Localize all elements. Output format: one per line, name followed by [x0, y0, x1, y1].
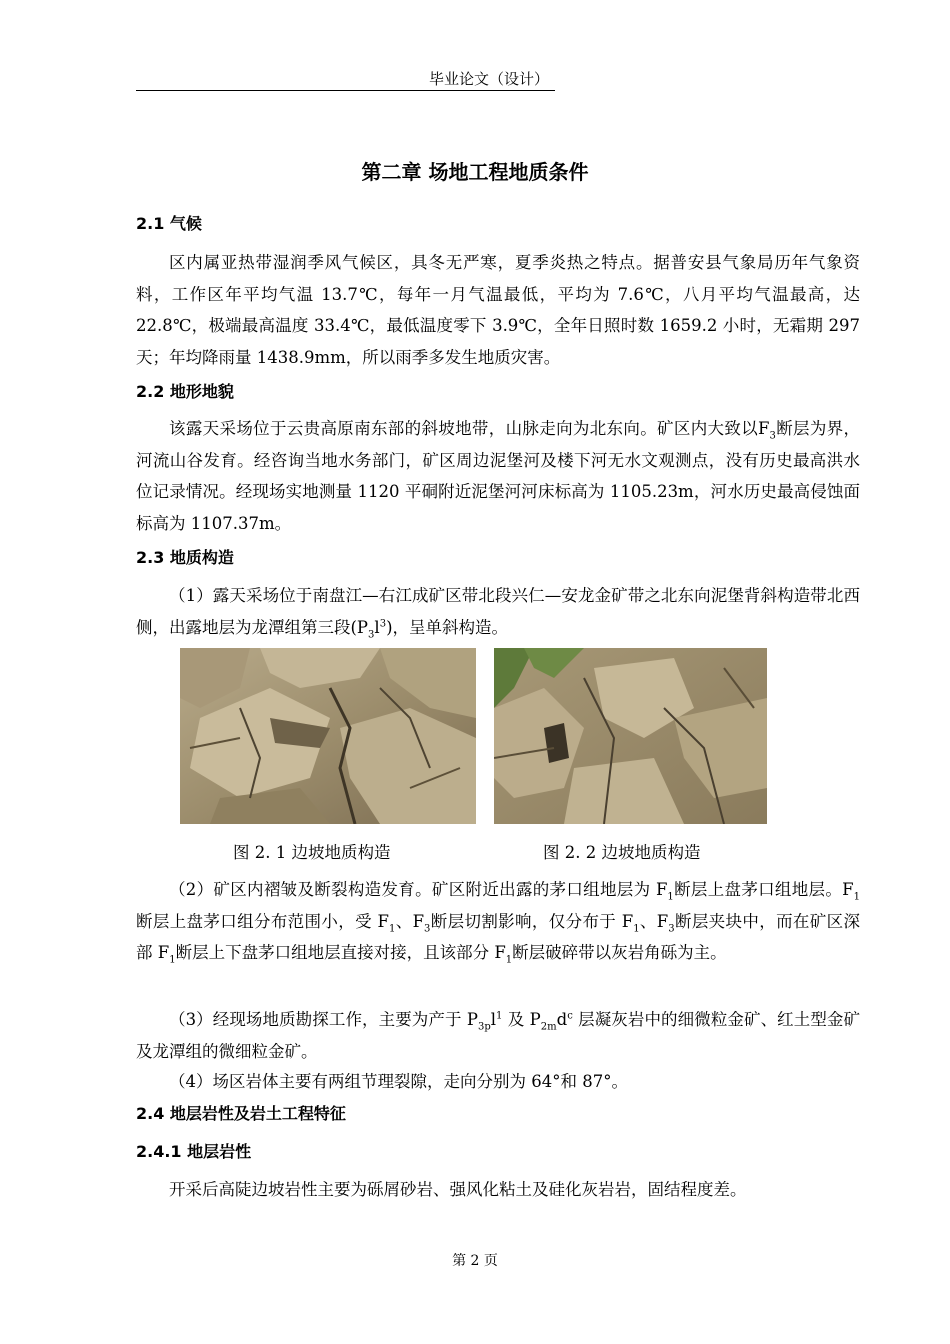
section-heading-2-2: 2.2 地形地貌: [136, 382, 234, 401]
section-heading-2-4-1: 2.4.1 地层岩性: [136, 1142, 252, 1161]
paragraph-structure-2: （2）矿区内褶皱及断裂构造发育。矿区附近出露的茅口组地层为 $F_1$断层上盘茅口组地层。$F_1$断层上盘茅口组分布范围小，受 $F_1$、$F_3$断层切割影响，仅分布于 $F_1$、$F_3$断层夹块中，而在矿区深部 $F_1$断层上下盘茅口组地层直接对接，且该部分 $F_1$断层破碎带以灰岩角砾为主。: [136, 880, 860, 966]
section-heading-2-3: 2.3 地质构造: [136, 548, 234, 567]
slope-photo-1: [180, 648, 476, 824]
slope-photo-2: [494, 648, 767, 824]
paragraph-climate: 区内属亚热带湿润季风气候区，具冬无严寒，夏季炎热之特点。据普安县气象局历年气象资料，工作区年平均气温 13.7℃，每年一月气温最低，平均为 7.6℃，八月平均气温最高，达 22.8℃，极端最高温度 33.4℃，最低温度零下 3.9℃，全年日照时数 1659.2 小时，无霜期 297 天；年均降雨量 1438.9mm，所以雨季多发生地质灾害。: [136, 253, 860, 367]
section-heading-2-4: 2.4 地层岩性及岩土工程特征: [136, 1104, 346, 1123]
section-heading-2-1: 2.1 气候: [136, 214, 202, 233]
figure-caption-2-1: 图 2. 1 边坡地质构造: [233, 843, 391, 862]
figure-caption-2-2: 图 2. 2 边坡地质构造: [543, 843, 701, 862]
chapter-title: 第二章 场地工程地质条件: [361, 160, 589, 184]
page-number: 第 2 页: [452, 1253, 498, 1269]
header-text: 毕业论文（设计）: [428, 70, 549, 88]
paragraph-topography: 该露天采场位于云贵高原南东部的斜坡地带，山脉走向为北东向。矿区内大致以$F_3$断层为界，河流山谷发育。经咨询当地水务部门，矿区周边泥堡河及楼下河无水文观测点，没有历史最高洪水位记录情况。经现场实地测量 1120 平硐附近泥堡河河床标高为 1105.23m，河水历史最高侵蚀面标高为 1107.37m。: [136, 419, 861, 533]
paragraph-structure-3: （3）经现场地质勘探工作，主要为产于 $P_{3p}l^1$ 及 $P_{2m}d^c$ 层凝灰岩中的细微粒金矿、红土型金矿及龙潭组的微细粒金矿。: [136, 1010, 860, 1061]
paragraph-structure-4: （4）场区岩体主要有两组节理裂隙，走向分别为 64°和 87°。: [169, 1072, 628, 1091]
page-header: [136, 68, 555, 91]
paragraph-stratigraphy: 开采后高陡边坡岩性主要为砾屑砂岩、强风化粘土及硅化灰岩岩，固结程度差。: [169, 1180, 747, 1199]
paragraph-structure-1: （1）露天采场位于南盘江—右江成矿区带北段兴仁—安龙金矿带之北东向泥堡背斜构造带北西侧，出露地层为龙潭组第三段$(P_3l^3)$，呈单斜构造。: [136, 586, 860, 640]
